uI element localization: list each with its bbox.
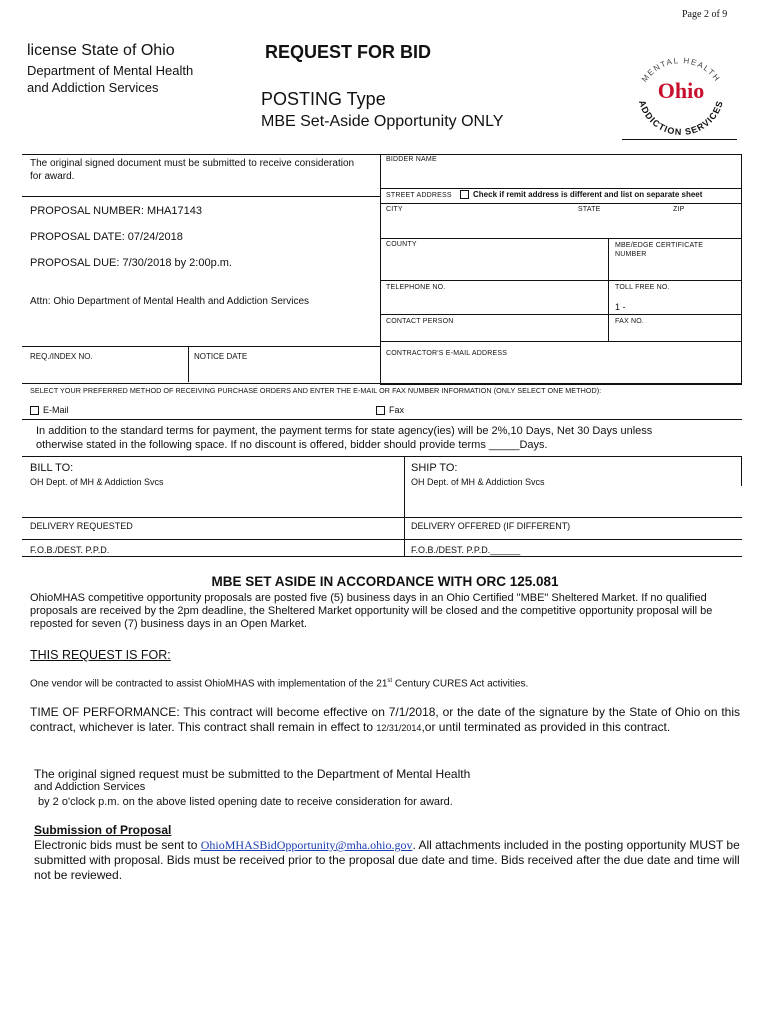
bidder-name-label: BIDDER NAME xyxy=(386,156,437,163)
mbe-certificate-label: MBE/EDGE CERTIFICATE NUMBER xyxy=(615,242,704,258)
logo-center-text: Ohio xyxy=(657,78,705,103)
attention-line: Attn: Ohio Department of Mental Health and Addiction Services xyxy=(30,296,310,307)
ohio-mhas-logo xyxy=(622,40,740,140)
bill-to-label: BILL TO: xyxy=(30,462,74,474)
state-label: STATE xyxy=(578,206,601,213)
street-address-label: STREET ADDRESS xyxy=(386,192,452,199)
submission-heading: Submission of Proposal xyxy=(34,823,172,837)
time-of-performance xyxy=(30,705,740,736)
request-for-text-b: Century CURES Act activities. xyxy=(392,678,529,690)
payment-terms-line-1: In addition to the standard terms for payment, the payment terms for state agency(ies) will be 2%,10 Days, Net 30 Days unless xyxy=(36,425,653,437)
notice-date-field[interactable] xyxy=(196,363,372,377)
time-of-performance-a: TIME OF PERFORMANCE: This contract will become effective on 7/1/2018, or the date of the signature by the State of Ohio on this contract, whichever is later. This contract shall remain in effect to xyxy=(30,705,740,734)
toll-free-label: TOLL FREE NO. xyxy=(615,284,670,291)
bill-to-fob-label: F.O.B./DEST. P.P.D. xyxy=(30,545,110,555)
proposal-number: PROPOSAL NUMBER: MHA17143 xyxy=(30,205,202,217)
contractor-email-field[interactable] xyxy=(386,362,736,380)
logo-bottom-text: ADDICTION SERVICES xyxy=(636,98,726,138)
page-number: Page 2 of 9 xyxy=(682,9,728,20)
page-title: REQUEST FOR BID xyxy=(265,42,432,62)
submission-text-a: Electronic bids must be sent to xyxy=(34,838,201,852)
agency-line-1: license State of Ohio xyxy=(27,42,175,59)
agency-line-2: Department of Mental Health xyxy=(27,63,194,78)
request-for-text xyxy=(30,678,528,689)
fax-checkbox-icon xyxy=(376,406,385,415)
checkbox-icon xyxy=(460,190,469,199)
request-for-heading: THIS REQUEST IS FOR: xyxy=(30,648,171,662)
request-for-sup: st xyxy=(387,678,393,684)
bid-email-link[interactable]: OhioMHASBidOpportunity@mha.ohio.gov xyxy=(200,838,413,852)
order-method-instruction: SELECT YOUR PREFERRED METHOD OF RECEIVING PURCHASE ORDERS AND ENTER THE E-MAIL OR FAX NUMBER INFORMATION (ONLY SELECT ONE METHOD): xyxy=(30,386,602,395)
email-checkbox-icon xyxy=(30,406,39,415)
zip-label: ZIP xyxy=(673,206,685,213)
logo-top-text: MENTAL HEALTH xyxy=(639,56,723,84)
time-of-performance-b: ,or until terminated as provided in this contract. xyxy=(421,720,671,734)
telephone-label: TELEPHONE NO. xyxy=(386,284,446,291)
ship-to-label: SHIP TO: xyxy=(411,462,458,474)
ship-to-fob-label: F.O.B./DEST. P.P.D.______ xyxy=(411,545,521,555)
agency-line-3: and Addiction Services xyxy=(27,80,159,95)
bidder-name-field[interactable] xyxy=(386,166,736,186)
contact-person-label: CONTACT PERSON xyxy=(386,318,454,325)
city-label: CITY xyxy=(386,206,403,213)
proposal-due: PROPOSAL DUE: 7/30/2018 by 2:00p.m. xyxy=(30,257,232,269)
mbe-set-aside-heading: MBE SET ASIDE IN ACCORDANCE WITH ORC 125.081 xyxy=(211,574,559,589)
fax-method-label: Fax xyxy=(389,405,405,415)
signed-request-line-1: The original signed request must be submitted to the Department of Mental Health xyxy=(34,767,471,781)
time-of-performance-date: 12/31/2014 xyxy=(376,723,422,733)
city-state-zip-field[interactable] xyxy=(386,215,736,235)
ship-to-value: OH Dept. of MH & Addiction Svcs xyxy=(411,477,545,487)
delivery-offered-label: DELIVERY OFFERED (IF DIFFERENT) xyxy=(411,521,571,531)
signed-request-line-2: and Addiction Services xyxy=(34,781,146,793)
opportunity-type: MBE Set-Aside Opportunity ONLY xyxy=(261,113,504,130)
county-label: COUNTY xyxy=(386,241,417,248)
notice-date-label: NOTICE DATE xyxy=(194,352,248,361)
remit-address-label: Check if remit address is different and list on separate sheet xyxy=(473,190,703,199)
delivery-offered-field[interactable] xyxy=(570,519,736,533)
request-for-text-a: One vendor will be contracted to assist OhioMHAS with implementation of the 21 xyxy=(30,678,388,690)
proposal-date: PROPOSAL DATE: 07/24/2018 xyxy=(30,231,183,243)
payment-terms-line-2: otherwise stated in the following space. If no discount is offered, bidder should provide terms _____Days. xyxy=(36,439,548,451)
mbe-set-aside-paragraph: OhioMHAS competitive opportunity proposals are posted five (5) business days in an Ohio Certified "MBE" Sheltered Market. If no qualified proposals are received by the 2pm deadline, the Sheltered Market opportunity will be closed and the competitive opportunity proposal will be reposted for seven (7) business days in an Open Market. xyxy=(30,592,713,630)
fax-method-option[interactable] xyxy=(376,405,404,415)
email-method-label: E-Mail xyxy=(43,405,69,415)
remit-address-checkbox[interactable] xyxy=(460,190,702,199)
bill-to-value: OH Dept. of MH & Addiction Svcs xyxy=(30,477,164,487)
delivery-requested-label: DELIVERY REQUESTED xyxy=(30,521,133,531)
posting-type: POSTING Type xyxy=(261,89,386,109)
svg-text:ADDICTION SERVICES xyxy=(637,99,725,137)
submission-paragraph xyxy=(34,838,740,883)
email-method-option[interactable] xyxy=(30,405,69,415)
req-index-field[interactable] xyxy=(30,363,180,377)
signed-request-line-3: by 2 o'clock p.m. on the above listed opening date to receive consideration for award. xyxy=(38,796,453,808)
fax-label: FAX NO. xyxy=(615,318,645,325)
req-index-label: REQ./INDEX NO. xyxy=(30,352,93,361)
submission-instruction: The original signed document must be submitted to receive consideration for award. xyxy=(30,158,355,182)
submission-text-b: . All attachments included in the posting opportunity MUST be submitted with proposal. Bids must be received prior to the proposal due date and time. Bids received after the due date and time will not be reviewed. xyxy=(34,838,740,882)
toll-free-value: 1 - xyxy=(615,302,626,312)
contractor-email-label: CONTRACTOR'S E-MAIL ADDRESS xyxy=(386,350,508,357)
